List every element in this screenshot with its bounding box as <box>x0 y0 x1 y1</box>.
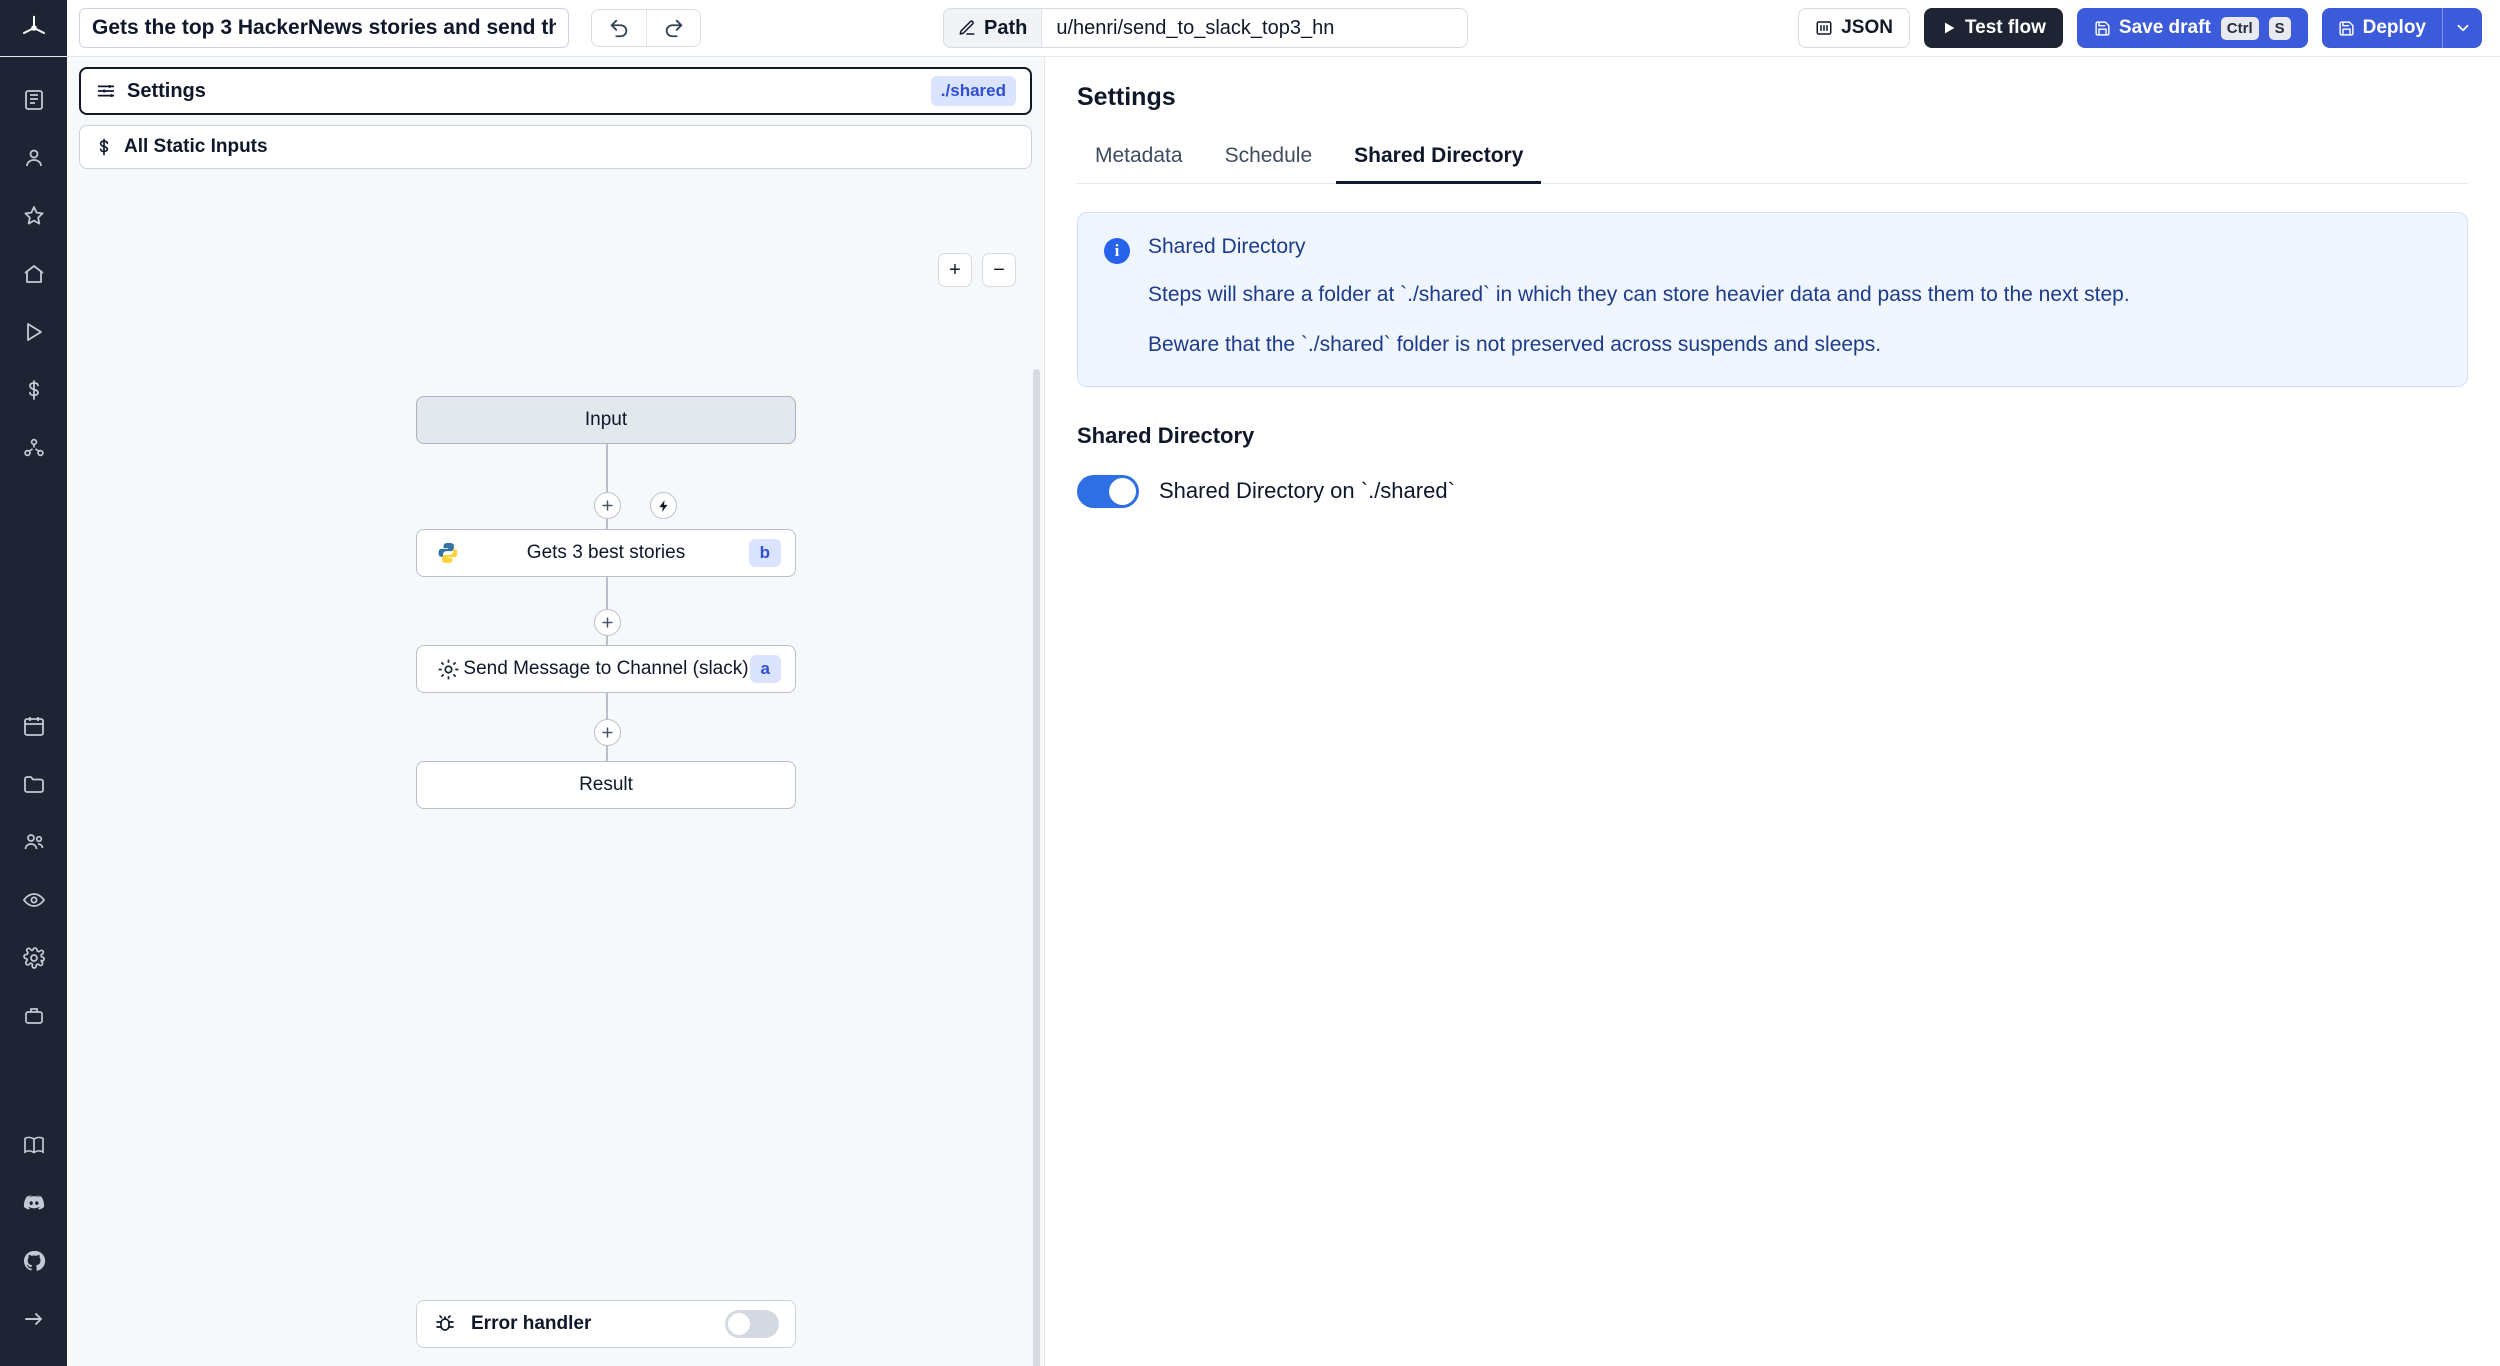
play-icon <box>22 320 46 344</box>
sidebar-item-docs[interactable] <box>0 1116 67 1174</box>
sidebar-item-workers[interactable] <box>0 987 67 1045</box>
plus-icon <box>600 725 615 740</box>
flow-node-result-label: Result <box>579 774 633 795</box>
sidebar-item-expand[interactable] <box>0 1290 67 1348</box>
error-handler-toggle[interactable] <box>725 1310 779 1338</box>
settings-tabs <box>1077 134 2468 184</box>
info-line-1: Steps will share a folder at `./shared` in which they can store heavier data and pass them to the next step. <box>1148 283 2130 306</box>
plus-icon <box>600 615 615 630</box>
bug-icon <box>433 1312 457 1336</box>
toggle-knob <box>728 1313 750 1335</box>
sliders-icon <box>95 80 117 102</box>
sidebar-item-discord[interactable] <box>0 1174 67 1232</box>
flow-editor-panel <box>67 57 1045 1366</box>
test-flow-button[interactable] <box>1924 8 2063 48</box>
top-bar <box>0 0 2500 57</box>
play-icon <box>1941 20 1957 36</box>
path-field[interactable] <box>943 8 1468 48</box>
flow-node-result[interactable] <box>416 761 796 809</box>
error-handler-card[interactable] <box>416 1300 796 1348</box>
save-icon <box>2094 20 2111 37</box>
chevron-down-icon <box>2454 19 2472 37</box>
zoom-in-button[interactable]: + <box>938 253 972 287</box>
info-content <box>1148 235 2130 360</box>
sidebar-item-account[interactable] <box>0 129 67 187</box>
path-label: Path <box>984 16 1028 39</box>
flow-settings-label: Settings <box>127 79 206 102</box>
home-icon <box>22 262 46 286</box>
sidebar-item-github[interactable] <box>0 1232 67 1290</box>
deploy-button[interactable] <box>2322 8 2442 48</box>
deploy-icon <box>2338 20 2355 37</box>
shared-directory-toggle-row <box>1077 475 2468 508</box>
deploy-dropdown-button[interactable] <box>2442 8 2482 48</box>
arrow-right-icon <box>22 1307 46 1331</box>
windmill-logo-icon <box>19 13 49 43</box>
flow-node-send-message-to-channel[interactable] <box>416 645 796 693</box>
slack-gear-icon <box>435 656 461 682</box>
sidebar-item-folders[interactable] <box>0 755 67 813</box>
save-draft-label: Save draft <box>2118 17 2211 38</box>
page-title: Settings <box>1077 83 1176 111</box>
discord-icon <box>22 1191 46 1215</box>
json-icon <box>1815 19 1833 37</box>
shared-directory-toggle[interactable] <box>1077 475 1139 508</box>
user-icon <box>22 146 46 170</box>
left-sidebar <box>0 57 67 1366</box>
eye-icon <box>22 888 46 912</box>
json-button[interactable] <box>1798 8 1910 48</box>
redo-icon[interactable] <box>646 10 700 46</box>
undo-icon[interactable] <box>592 10 646 46</box>
flow-node-gets-3-best-stories[interactable] <box>416 529 796 577</box>
folder-icon <box>22 772 46 796</box>
json-label: JSON <box>1841 17 1893 38</box>
sidebar-item-groups[interactable] <box>0 813 67 871</box>
path-label-group <box>944 9 1042 47</box>
topbar-actions <box>1798 8 2500 48</box>
python-icon <box>435 540 461 566</box>
settings-panel <box>1045 57 2500 1366</box>
all-static-inputs-card[interactable] <box>79 125 1032 169</box>
test-flow-label: Test flow <box>1964 17 2046 38</box>
save-draft-button[interactable] <box>2077 8 2308 48</box>
error-handler-label: Error handler <box>471 1313 592 1334</box>
pencil-icon <box>958 19 976 37</box>
shared-directory-info-box <box>1077 212 2468 387</box>
plus-icon <box>600 498 615 513</box>
info-title: Shared Directory <box>1148 235 1306 258</box>
tab-schedule[interactable]: Schedule <box>1224 144 1313 167</box>
python-glyph <box>436 541 460 565</box>
info-line-2: Beware that the `./shared` folder is not preserved across suspends and sleeps. <box>1148 333 1882 357</box>
sidebar-item-schedules[interactable] <box>0 697 67 755</box>
docs-icon <box>22 1133 46 1157</box>
gear-icon <box>436 657 461 682</box>
add-step-button-2[interactable] <box>594 609 621 636</box>
app-logo[interactable] <box>0 0 67 56</box>
groups-icon <box>22 830 46 854</box>
sidebar-item-runs-play[interactable] <box>0 303 67 361</box>
save-draft-kbd-ctrl: Ctrl <box>2221 17 2259 40</box>
deploy-button-group <box>2322 8 2482 48</box>
github-icon <box>22 1249 46 1273</box>
sidebar-item-resources[interactable] <box>0 419 67 477</box>
network-icon <box>22 436 46 460</box>
add-step-button-3[interactable] <box>594 719 621 746</box>
flow-node-send-message-label: Send Message to Channel (slack) <box>463 658 749 679</box>
flow-settings-card[interactable] <box>79 67 1032 115</box>
shared-directory-section-title: Shared Directory <box>1077 422 1255 448</box>
flow-node-input-label: Input <box>584 409 628 430</box>
flow-node-badge-a: a <box>750 655 781 683</box>
book-icon <box>22 88 46 112</box>
toggle-knob <box>1109 478 1136 505</box>
flow-node-gets-3-best-stories-label: Gets 3 best stories <box>526 542 686 563</box>
save-draft-kbd-s: S <box>2269 17 2291 40</box>
dollar-icon <box>94 137 114 157</box>
zoom-out-button[interactable]: − <box>982 253 1016 287</box>
workers-icon <box>22 1004 46 1028</box>
tab-shared-directory[interactable]: Shared Directory <box>1336 134 1541 184</box>
sidebar-item-audit-logs[interactable] <box>0 871 67 929</box>
add-step-button-1[interactable] <box>594 492 621 519</box>
flow-panel-scrollbar[interactable] <box>1033 369 1040 1366</box>
dollar-icon <box>22 378 46 402</box>
flow-node-input[interactable] <box>416 396 796 444</box>
shared-directory-badge: ./shared <box>931 76 1016 106</box>
flow-title-input[interactable] <box>79 8 569 48</box>
flow-node-badge-b: b <box>749 539 781 567</box>
sidebar-item-variables[interactable] <box>0 361 67 419</box>
info-icon: i <box>1104 238 1130 264</box>
calendar-icon <box>22 714 46 738</box>
gear-icon <box>22 946 46 970</box>
deploy-label: Deploy <box>2362 17 2426 38</box>
flow-graph <box>67 169 1044 1366</box>
undo-redo-group <box>591 9 701 47</box>
add-trigger-button[interactable] <box>650 492 677 519</box>
sidebar-item-runs[interactable] <box>0 71 67 129</box>
bolt-icon <box>657 499 671 513</box>
shared-directory-toggle-label: Shared Directory on `./shared` <box>1159 478 1455 504</box>
all-static-inputs-label: All Static Inputs <box>124 136 268 157</box>
sidebar-item-settings[interactable] <box>0 929 67 987</box>
sidebar-item-home[interactable] <box>0 245 67 303</box>
body <box>0 57 2500 1366</box>
path-input[interactable] <box>1042 17 1467 40</box>
star-icon <box>22 204 46 228</box>
tab-metadata[interactable]: Metadata <box>1095 144 1183 167</box>
sidebar-item-favorites[interactable] <box>0 187 67 245</box>
